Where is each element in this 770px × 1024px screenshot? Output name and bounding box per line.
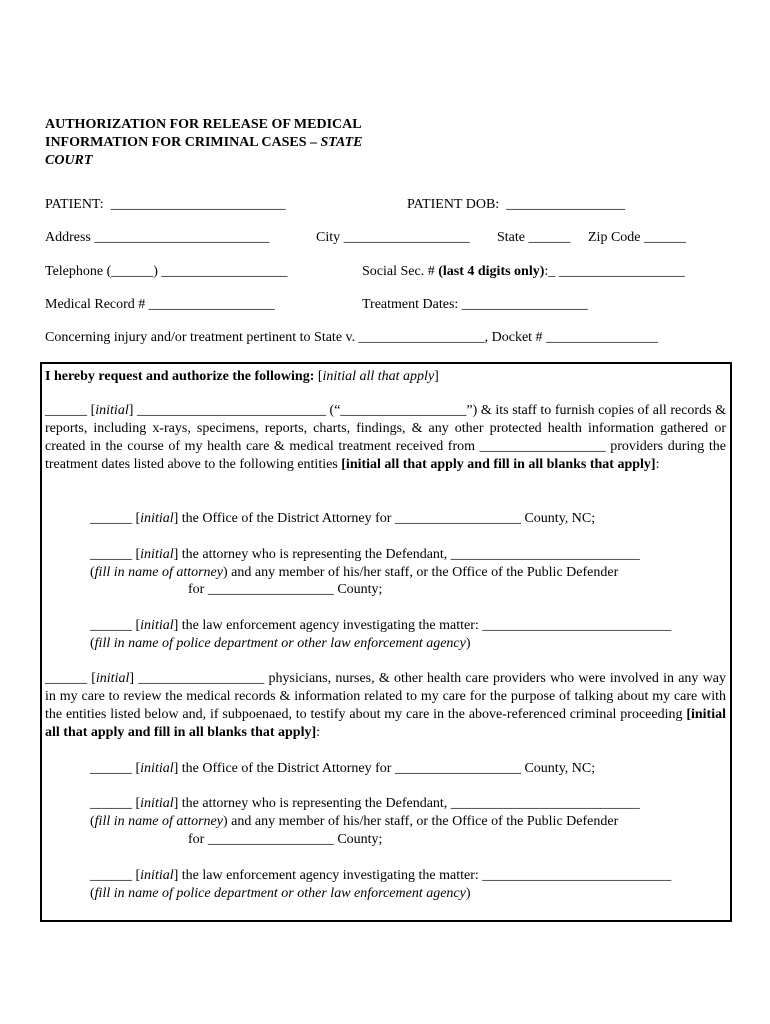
p2-colon: : — [316, 725, 321, 740]
le1-text: ] the law enforcement agency investigating the matter: ___________________________ — [173, 618, 672, 633]
le1-paren-close: ) — [465, 636, 471, 651]
district-attorney-option-2[interactable] — [90, 760, 595, 778]
defense-attorney-county-2[interactable]: for __________________ County; — [188, 832, 383, 847]
le2-text: ] the law enforcement agency investigating the matter: ___________________________ — [173, 868, 672, 883]
le2-blank: ______ [ — [90, 868, 141, 883]
le2-paren-open: ( — [90, 886, 95, 901]
p2-instruction: [initial all that apply and fill in all blanks that apply] — [45, 707, 726, 740]
zip-code-field[interactable]: Zip Code ______ — [588, 230, 686, 245]
title-line-2-italic: STATE — [320, 135, 363, 150]
le1-initial: initial — [140, 618, 174, 633]
defense-attorney-note-1 — [90, 564, 618, 582]
defense-attorney-option-1[interactable] — [90, 546, 640, 564]
da2-initial: initial — [140, 761, 174, 776]
da2-text: ] the Office of the District Attorney for __________________ County, NC; — [173, 761, 596, 776]
law-enforcement-note-2 — [90, 885, 471, 903]
request-heading-bold: I hereby request and authorize the following: — [45, 369, 315, 384]
release-paragraph-2[interactable] — [45, 670, 726, 742]
att2-initial: initial — [140, 796, 174, 811]
p1-body: ] ___________________________ (“__________________”) & its staff to furnish copies of all records & reports, including x-rays, specimens, reports, charts, findings, & any other protected health information gathered or created in the course of my health care & medical treatment received from __________________ providers during the treatment dates listed above to the following entities — [45, 403, 727, 472]
att1-blank: ______ [ — [90, 547, 141, 562]
p1-colon: : — [655, 457, 660, 472]
bracket-close: ] — [434, 369, 439, 384]
p1-instruction: [initial all that apply and fill in all blanks that apply] — [341, 457, 656, 472]
release-paragraph-1[interactable] — [45, 402, 726, 474]
address-field[interactable]: Address _________________________ — [45, 230, 270, 245]
ssn-field[interactable] — [362, 263, 685, 281]
le1-paren-open: ( — [90, 636, 95, 651]
ssn-label: Social Sec. # — [362, 264, 439, 279]
att2-blank: ______ [ — [90, 796, 141, 811]
state-field[interactable]: State ______ — [497, 230, 571, 245]
att1-paren-open: ( — [90, 565, 95, 580]
att2-paren-open: ( — [90, 814, 95, 829]
da2-blank: ______ [ — [90, 761, 141, 776]
defense-attorney-note-2 — [90, 813, 618, 831]
att2-note-text: ) and any member of his/her staff, or the Office of the Public Defender — [223, 814, 619, 829]
concerning-field[interactable]: Concerning injury and/or treatment pertinent to State v. __________________, Docket # ________________ — [45, 330, 659, 345]
le2-initial: initial — [140, 868, 174, 883]
defense-attorney-county-1[interactable]: for __________________ County; — [188, 582, 383, 597]
city-field[interactable]: City __________________ — [316, 230, 470, 245]
title-line-2-text: INFORMATION FOR CRIMINAL CASES – — [45, 135, 321, 150]
le2-fill-note: fill in name of police department or other law enforcement agency — [94, 886, 466, 901]
p2-initial-blank: ______ [ — [45, 671, 96, 686]
title-line-1: AUTHORIZATION FOR RELEASE OF MEDICAL — [45, 117, 362, 132]
le2-paren-close: ) — [465, 886, 471, 901]
law-enforcement-note-1 — [90, 635, 471, 653]
att1-text: ] the attorney who is representing the Defendant, ___________________________ — [173, 547, 640, 562]
p2-initial-label: initial — [95, 671, 130, 686]
telephone-field[interactable]: Telephone (______) __________________ — [45, 264, 288, 279]
treatment-dates-field[interactable]: Treatment Dates: __________________ — [362, 297, 588, 312]
le1-fill-note: fill in name of police department or other law enforcement agency — [94, 636, 466, 651]
att1-fill-note: fill in name of attorney — [94, 565, 223, 580]
le1-blank: ______ [ — [90, 618, 141, 633]
bracket-open: [ — [314, 369, 323, 384]
att1-initial: initial — [140, 547, 174, 562]
medical-record-field[interactable]: Medical Record # __________________ — [45, 297, 275, 312]
patient-field[interactable]: PATIENT: _________________________ — [45, 197, 286, 212]
p1-initial-label: initial — [95, 403, 129, 418]
request-heading — [45, 368, 727, 386]
att2-text: ] the attorney who is representing the Defendant, ___________________________ — [173, 796, 640, 811]
document-title — [45, 116, 425, 170]
law-enforcement-option-1[interactable] — [90, 617, 671, 635]
da1-initial: initial — [140, 511, 174, 526]
p1-initial-blank: ______ [ — [45, 403, 96, 418]
da1-text: ] the Office of the District Attorney for __________________ County, NC; — [173, 511, 596, 526]
patient-dob-field[interactable]: PATIENT DOB: _________________ — [407, 197, 626, 212]
att1-note-text: ) and any member of his/her staff, or the Office of the Public Defender — [223, 565, 619, 580]
title-line-3: COURT — [45, 153, 93, 168]
law-enforcement-option-2[interactable] — [90, 867, 671, 885]
att2-fill-note: fill in name of attorney — [94, 814, 223, 829]
p2-body: ] __________________ physicians, nurses, & other health care providers who were involved in any way in my care to review the medical records & information related to my care for the purpose of talking about my care with the entities listed below and, if subpoenaed, to testify about my care in the above-referenced criminal proceeding — [45, 671, 726, 722]
request-heading-italic: initial all that apply — [322, 369, 435, 384]
da1-blank: ______ [ — [90, 511, 141, 526]
title-line-2 — [45, 134, 425, 152]
defense-attorney-option-2[interactable] — [90, 795, 640, 813]
district-attorney-option-1[interactable] — [90, 510, 595, 528]
ssn-note: (last 4 digits only) — [438, 264, 545, 279]
ssn-blank: :_ __________________ — [544, 264, 685, 279]
